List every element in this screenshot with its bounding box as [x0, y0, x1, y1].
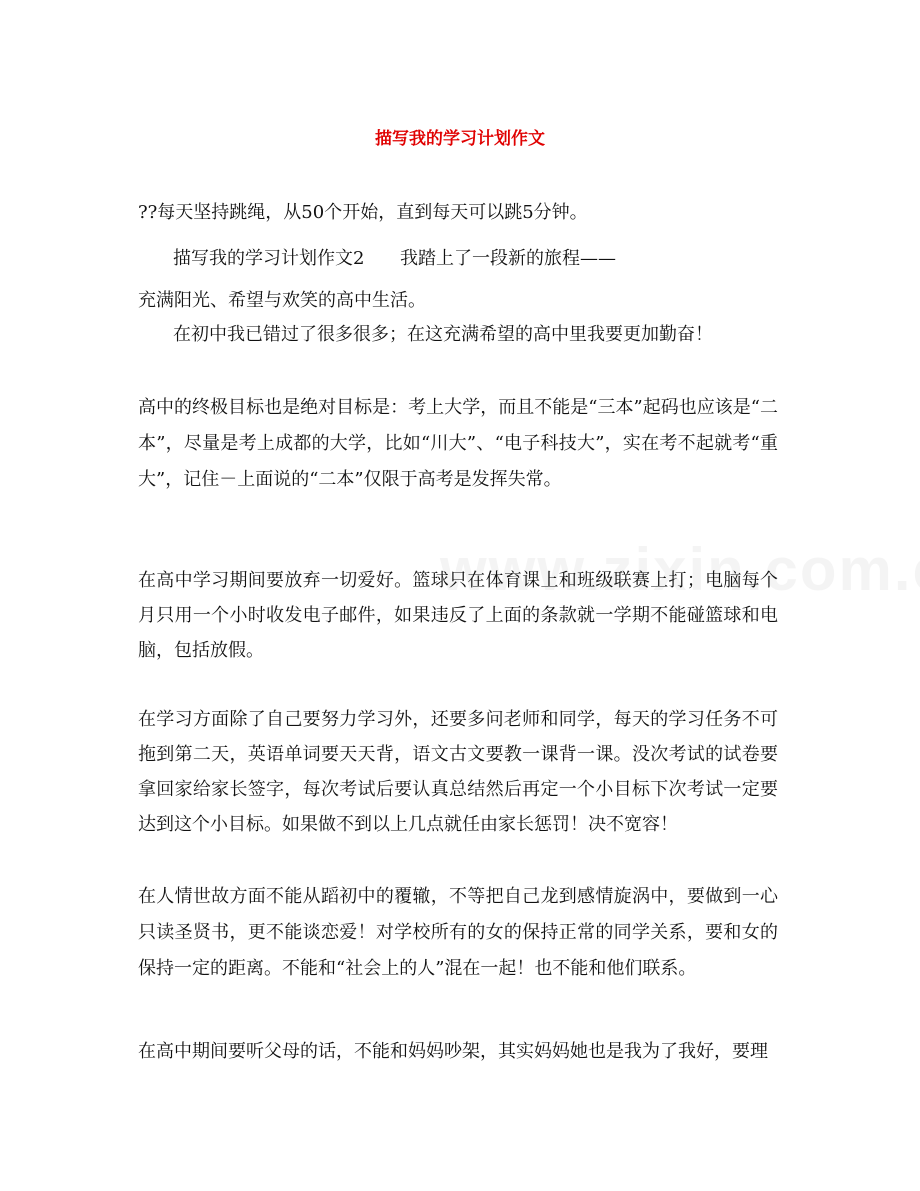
paragraph: 高中的终极目标也是绝对目标是：考上大学，而且不能是“三本”起码也应该是“二本”，尽量是考上成都的大学，比如“川大”、“电子科技大”，实在考不起就考“重大”，记住－上面说的“二本”仅限于高考是发挥失常。 — [138, 397, 778, 490]
section-heading-continuation: 我踏上了一段新的旅程—— — [400, 248, 616, 269]
text-line: 充满阳光、希望与欢笑的高中生活。 — [138, 290, 426, 311]
document-title: 描写我的学习计划作文 — [375, 129, 545, 149]
section-heading: 描写我的学习计划作文2 — [173, 248, 365, 269]
text-line: 在初中我已错过了很多很多；在这充满希望的高中里我要更加勤奋！ — [173, 324, 713, 345]
paragraph: 在学习方面除了自己要努力学习外，还要多问老师和同学，每天的学习任务不可拖到第二天，英语单词要天天背，语文古文要教一课背一课。没次考试的试卷要拿回家给家长签字，每次考试后要认真总结然后再定一个小目标下次考试一定要达到这个小目标。如果做不到以上几点就任由家长惩罚！决不宽容！ — [138, 709, 778, 835]
paragraph: 在高中期间要听父母的话，不能和妈妈吵架，其实妈妈她也是我为了我好，要理 — [138, 1041, 768, 1062]
paragraph: 在人情世故方面不能从蹈初中的覆辙，不等把自己龙到感情旋涡中，要做到一心只读圣贤书，更不能谈恋爱！对学校所有的女的保持正常的同学关系，要和女的保持一定的距离。不能和“社会上的人”混在一起！也不能和他们联系。 — [138, 886, 778, 979]
intro-line: ??每天坚持跳绳，从50个开始，直到每天可以跳5分钟。 — [138, 202, 588, 223]
paragraph: 在高中学习期间要放弃一切爱好。篮球只在体育课上和班级联赛上打；电脑每个月只用一个小时收发电子邮件，如果违反了上面的条款就一学期不能碰篮球和电脑，包括放假。 — [138, 570, 778, 661]
